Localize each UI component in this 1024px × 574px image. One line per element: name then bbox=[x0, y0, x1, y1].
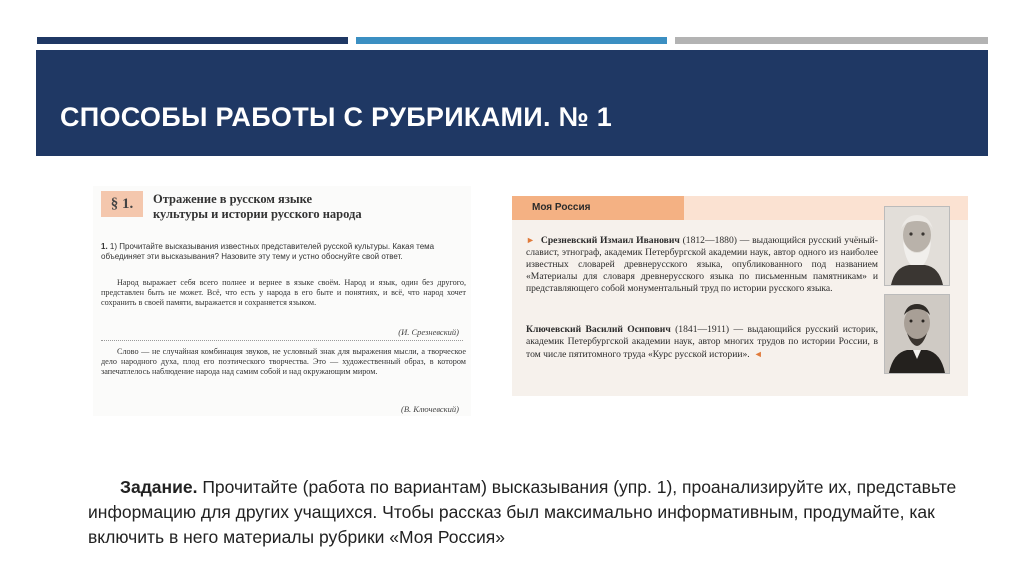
portrait-sreznevsky-icon bbox=[885, 207, 949, 285]
textbook-page-right bbox=[512, 196, 968, 396]
section-title-line1: Отражение в русском языке bbox=[153, 192, 313, 206]
title-band bbox=[36, 50, 988, 156]
quote-author-sreznevsky: (И. Срезневский) bbox=[398, 327, 459, 337]
bio-name-klyuchevsky: Ключевский Василий Осипович bbox=[526, 324, 671, 335]
portrait-sreznevsky bbox=[884, 206, 950, 286]
bio-text-sreznevsky: (1812—1880) — выдающийся русский учёный-славист, этнограф, академик Петербургской академии наук, автор одного из наиболее известных словарей древнерусского языка, опубликованного под названием «Материалы для словаря древнерусского языка по письменным памятникам» и представляющего собой монументальный труд по истории русского языка. bbox=[526, 235, 878, 295]
rubric-header: Моя Россия bbox=[512, 196, 684, 220]
bio-name-sreznevsky: Срезневский Измаил Иванович bbox=[540, 235, 680, 246]
section-title bbox=[153, 192, 453, 222]
section-badge: § 1. bbox=[101, 191, 143, 217]
bio-klyuchevsky bbox=[526, 324, 878, 361]
bio-text-klyuchevsky: (1841—1911) — выдающийся русский историк, академик Петербургской академии наук, автор многих трудов по истории России, в том числе пятитомного труда «Курс русской истории». bbox=[526, 324, 878, 361]
top-stripe-dark-blue bbox=[37, 37, 348, 44]
quote-sreznevsky: Народ выражает себя всего полнее и вернее в языке своём. Народ и язык, один без другого, представлен быть не может. Всё, что есть у народа в его быте и понятиях, и всё, что народ хочет сохранить в своей памяти, выражается и сохраняется языком. bbox=[101, 278, 466, 308]
exercise-number: 1. bbox=[101, 242, 108, 251]
portrait-klyuchevsky-icon bbox=[885, 295, 949, 373]
bio-sreznevsky bbox=[526, 234, 878, 295]
quote-klyuchevsky: Слово — не случайная комбинация звуков, не условный знак для выражения мысли, а творческое дело народного духа, плод его поэтического творчества. Это — художественный образ, в котором запечатлелось наблюдение народа над самим собой и над окружающим миром. bbox=[101, 347, 466, 377]
top-stripe-light-blue bbox=[356, 37, 667, 44]
section-title-line2: культуры и истории русского народа bbox=[153, 207, 362, 221]
exercise-instruction bbox=[101, 242, 466, 262]
top-stripe-grey bbox=[675, 37, 988, 44]
slide-title: СПОСОБЫ РАБОТЫ С РУБРИКАМИ. № 1 bbox=[60, 102, 613, 132]
task-lead: Задание. bbox=[120, 477, 198, 497]
divider bbox=[101, 340, 463, 341]
triangle-marker-icon: ► bbox=[526, 235, 535, 245]
exercise-instruction-text: 1) Прочитайте высказывания известных представителей русской культуры. Какая тема объединяет эти высказывания? Назовите эту тему и устно обоснуйте свой ответ. bbox=[101, 242, 435, 261]
quote-author-klyuchevsky: (В. Ключевский) bbox=[401, 404, 459, 414]
portrait-klyuchevsky bbox=[884, 294, 950, 374]
task-paragraph bbox=[88, 475, 968, 550]
task-text: Прочитайте (работа по вариантам) высказывания (упр. 1), проанализируйте их, представьте информацию для других учащихся. Чтобы рассказ был максимально информативным, продумайте, как включить в него материалы рубрики «Моя Россия» bbox=[88, 477, 957, 547]
textbook-page-left bbox=[93, 186, 471, 416]
triangle-end-icon: ◄ bbox=[753, 349, 763, 360]
